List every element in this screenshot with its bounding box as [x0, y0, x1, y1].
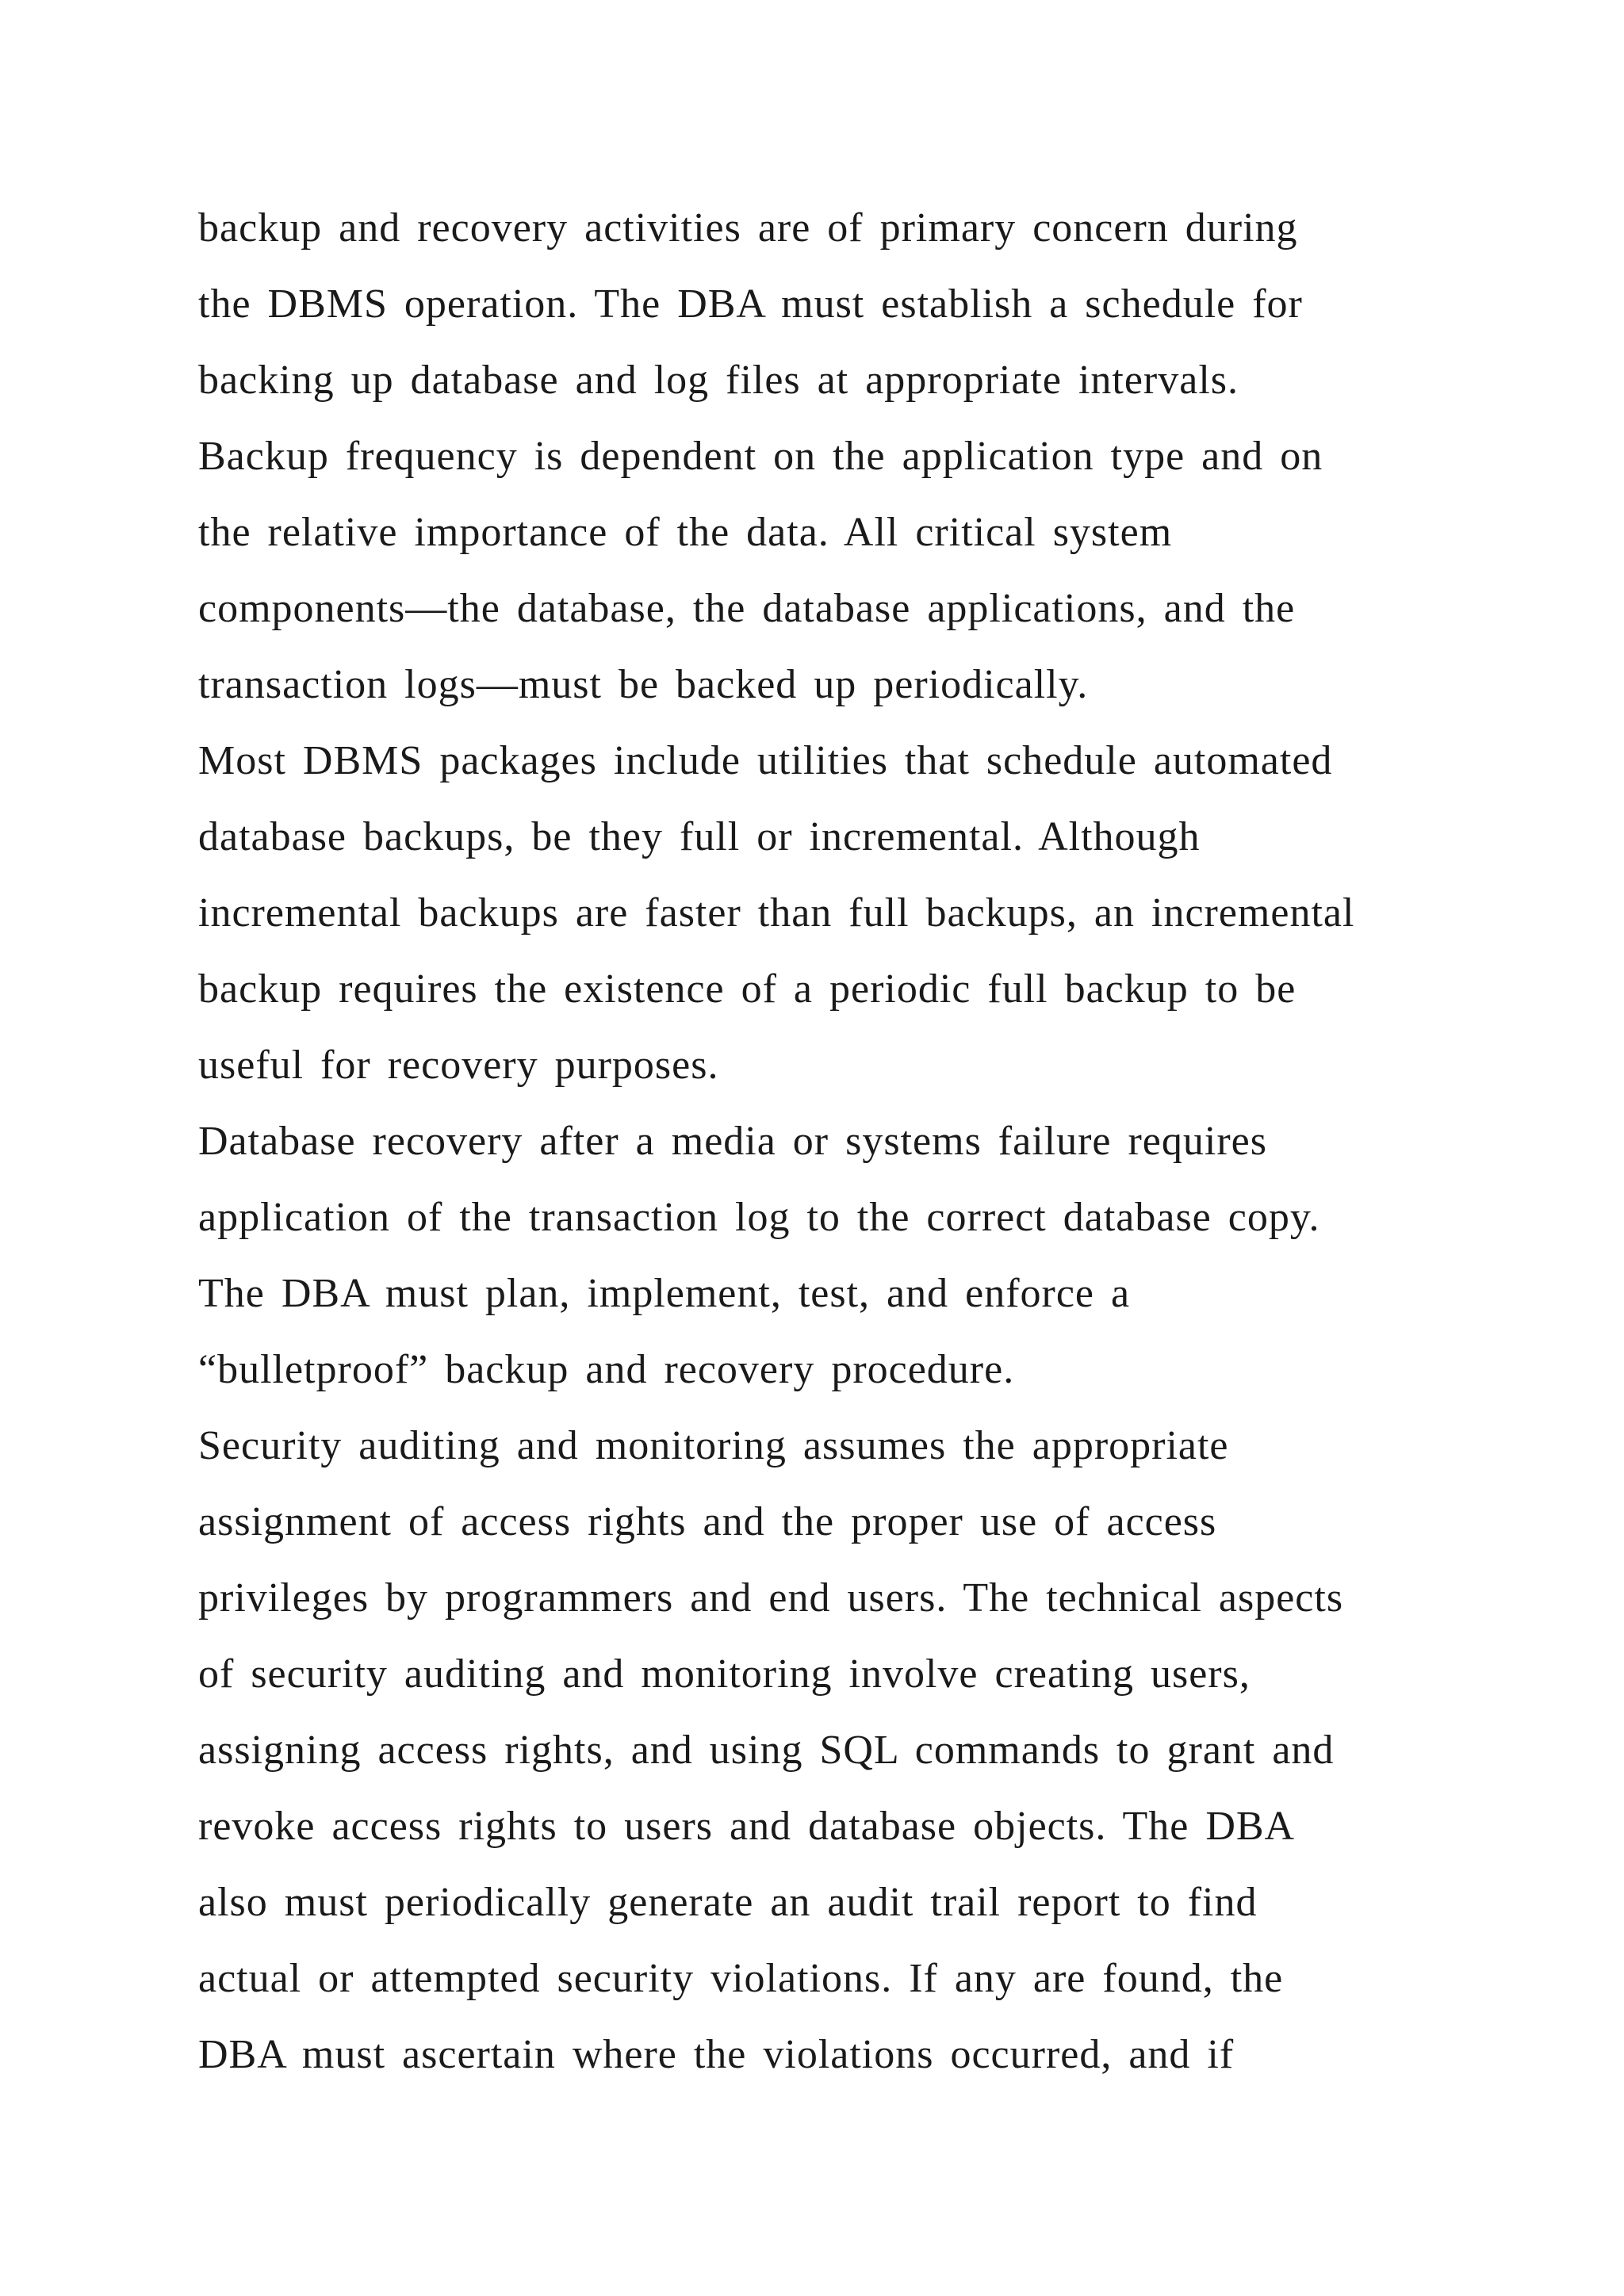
text-line: incremental backups are faster than full backups, an incremental	[198, 890, 1355, 936]
text-line: the relative importance of the data. All critical system	[198, 510, 1173, 555]
text-line: “bulletproof” backup and recovery procedure.	[198, 1347, 1015, 1392]
text-line: backing up database and log files at appropriate intervals.	[198, 358, 1239, 403]
text-line: of security auditing and monitoring involve creating users,	[198, 1651, 1251, 1697]
text-line: The DBA must plan, implement, test, and enforce a	[198, 1271, 1131, 1316]
text-line: database backups, be they full or incremental. Although	[198, 814, 1201, 859]
text-line: components—the database, the database applications, and the	[198, 586, 1296, 631]
text-line: revoke access rights to users and database objects. The DBA	[198, 1804, 1296, 1849]
text-line: privileges by programmers and end users. The technical aspects	[198, 1575, 1344, 1621]
text-line: Security auditing and monitoring assumes the appropriate	[198, 1423, 1229, 1468]
text-line: Most DBMS packages include utilities that schedule automated	[198, 738, 1333, 783]
text-line: useful for recovery purposes.	[198, 1043, 719, 1088]
text-line: Backup frequency is dependent on the application type and on	[198, 434, 1323, 479]
text-line: also must periodically generate an audit trail report to find	[198, 1880, 1258, 1925]
text-line: DBA must ascertain where the violations occurred, and if	[198, 2032, 1235, 2077]
text-line: application of the transaction log to the correct database copy.	[198, 1195, 1320, 1240]
text-line: assigning access rights, and using SQL commands to grant and	[198, 1728, 1335, 1773]
text-line: transaction logs—must be backed up periodically.	[198, 662, 1089, 707]
text-line: backup requires the existence of a periodic full backup to be	[198, 966, 1297, 1012]
text-line: assignment of access rights and the proper use of access	[198, 1499, 1217, 1544]
text-line: actual or attempted security violations. If any are found, the	[198, 1956, 1284, 2001]
text-line: Database recovery after a media or systems failure requires	[198, 1119, 1267, 1164]
body-text	[198, 190, 1499, 2093]
text-line: the DBMS operation. The DBA must establish a schedule for	[198, 281, 1303, 327]
text-line: backup and recovery activities are of primary concern during	[198, 205, 1298, 251]
